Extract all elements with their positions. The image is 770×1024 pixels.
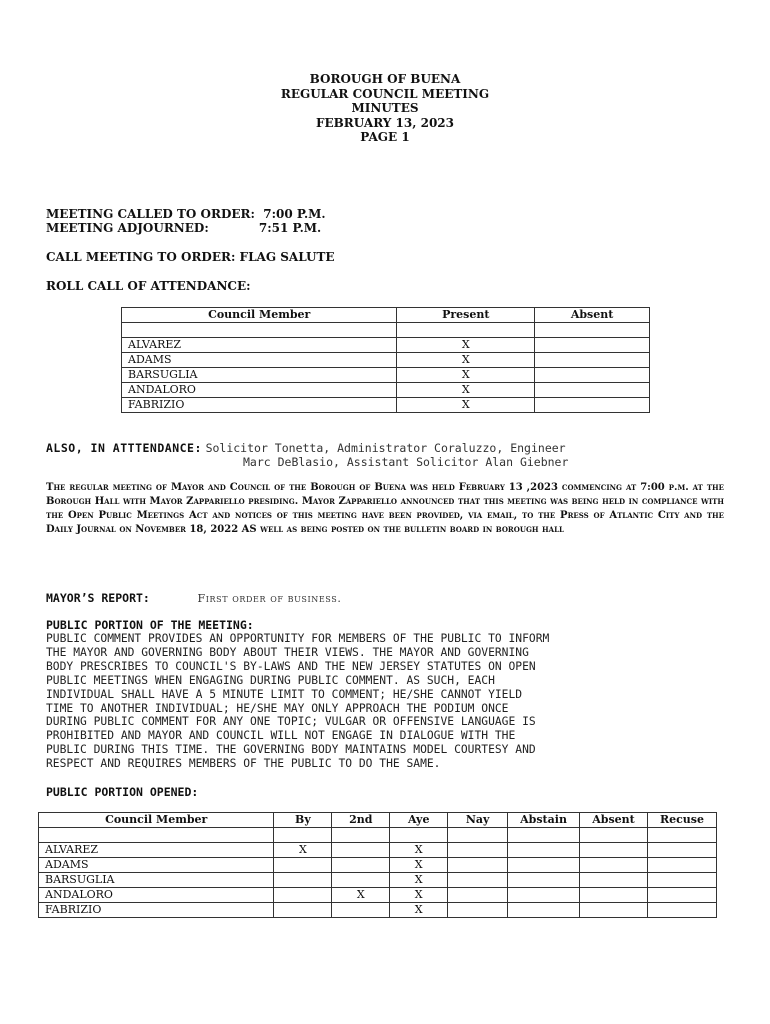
by-mark — [274, 903, 332, 918]
abstain-mark — [508, 843, 580, 858]
absent-mark — [535, 353, 650, 368]
abstain-mark — [508, 903, 580, 918]
table-row — [122, 383, 650, 398]
table-row — [122, 338, 650, 353]
table-row — [122, 368, 650, 383]
aye-mark: X — [390, 903, 448, 918]
second-mark — [332, 873, 390, 888]
table-row — [122, 398, 650, 413]
call-to-order-flag-salute: CALL MEETING TO ORDER: FLAG SALUTE — [46, 250, 335, 264]
table-row — [39, 873, 717, 888]
also-line-2: Marc DeBlasio, Assistant Solicitor Alan Giebner — [243, 455, 569, 469]
nay-mark — [448, 873, 508, 888]
also-in-attendance — [46, 441, 568, 469]
vote-header-abstain: Abstain — [508, 813, 580, 828]
absent-mark — [535, 338, 650, 353]
present-mark: X — [397, 353, 535, 368]
nay-mark — [448, 843, 508, 858]
public-portion-line: RESPECT AND REQUIRES MEMBERS OF THE PUBLIC TO DO THE SAME. — [46, 757, 441, 771]
abstain-mark — [508, 858, 580, 873]
recuse-mark — [647, 843, 716, 858]
absent-mark — [535, 383, 650, 398]
public-portion-opened: PUBLIC PORTION OPENED: — [46, 785, 199, 799]
absent-mark — [580, 873, 648, 888]
table-row — [39, 843, 717, 858]
roll-call-header-row — [122, 308, 650, 323]
abstain-mark — [508, 888, 580, 903]
absent-mark — [580, 903, 648, 918]
recuse-mark — [647, 858, 716, 873]
present-mark: X — [397, 398, 535, 413]
abstain-mark — [508, 873, 580, 888]
header-page: PAGE 1 — [360, 130, 410, 144]
public-portion-line: PUBLIC MEETINGS WHEN ENGAGING DURING PUBLIC COMMENT. AS SUCH, EACH — [46, 673, 495, 687]
mayors-report-value: First order of business. — [197, 592, 342, 605]
meeting-adjourned: MEETING ADJOURNED: 7:51 P.M. — [46, 221, 322, 235]
document-header — [0, 72, 770, 145]
aye-mark: X — [390, 888, 448, 903]
member-name: ANDALORO — [39, 888, 274, 903]
vote-header-aye: Aye — [390, 813, 448, 828]
recuse-mark — [647, 903, 716, 918]
present-mark: X — [397, 383, 535, 398]
second-mark — [332, 858, 390, 873]
mayors-report — [46, 591, 341, 605]
by-mark: X — [274, 843, 332, 858]
meeting-called-to-order: MEETING CALLED TO ORDER: 7:00 P.M. — [46, 207, 326, 221]
public-portion-line: TIME TO ANOTHER INDIVIDUAL; HE/SHE MAY ONLY APPROACH THE PODIUM ONCE — [46, 701, 509, 715]
recuse-mark — [647, 888, 716, 903]
public-portion-title: PUBLIC PORTION OF THE MEETING: — [46, 618, 254, 632]
vote-header-second: 2nd — [332, 813, 390, 828]
roll-header-absent: Absent — [535, 308, 650, 323]
member-name: ADAMS — [122, 353, 397, 368]
also-label: ALSO, IN ATTTENDANCE: — [46, 441, 202, 455]
member-name: ALVAREZ — [122, 338, 397, 353]
table-row — [39, 903, 717, 918]
header-minutes: MINUTES — [351, 101, 419, 115]
vote-header-recuse: Recuse — [647, 813, 716, 828]
vote-header-absent: Absent — [580, 813, 648, 828]
public-portion-line: PUBLIC DURING THIS TIME. THE GOVERNING BODY MAINTAINS MODEL COURTESY AND — [46, 743, 536, 757]
by-mark — [274, 873, 332, 888]
public-portion-body — [46, 632, 736, 771]
public-portion-line: THE MAYOR AND GOVERNING BODY ABOUT THEIR VIEWS. THE MAYOR AND GOVERNING — [46, 645, 529, 659]
roll-call-heading: ROLL CALL OF ATTENDANCE: — [46, 279, 251, 293]
absent-mark — [580, 858, 648, 873]
public-portion-line: INDIVIDUAL SHALL HAVE A 5 MINUTE LIMIT TO COMMENT; HE/SHE CANNOT YIELD — [46, 687, 523, 701]
member-name: FABRIZIO — [39, 903, 274, 918]
aye-mark: X — [390, 843, 448, 858]
aye-mark: X — [390, 873, 448, 888]
member-name: ALVAREZ — [39, 843, 274, 858]
header-meeting-type: REGULAR COUNCIL MEETING — [280, 86, 490, 101]
member-name: FABRIZIO — [122, 398, 397, 413]
member-name: BARSUGLIA — [122, 368, 397, 383]
by-mark — [274, 858, 332, 873]
absent-mark — [535, 368, 650, 383]
member-name: ADAMS — [39, 858, 274, 873]
public-portion-line: PROHIBITED AND MAYOR AND COUNCIL WILL NOT ENGAGE IN DIALOGUE WITH THE — [46, 729, 516, 743]
mayors-report-label: MAYOR’S REPORT: — [46, 591, 150, 605]
second-mark — [332, 903, 390, 918]
aye-mark: X — [390, 858, 448, 873]
public-portion-line: DURING PUBLIC COMMENT FOR ANY ONE TOPIC; VULGAR OR OFFENSIVE LANGUAGE IS — [46, 715, 536, 729]
absent-mark — [580, 843, 648, 858]
present-mark: X — [397, 368, 535, 383]
absent-mark — [580, 888, 648, 903]
second-mark — [332, 843, 390, 858]
nay-mark — [448, 858, 508, 873]
table-row — [39, 858, 717, 873]
roll-call-table — [121, 307, 650, 413]
intro-paragraph: The regular meeting of Mayor and Council of the Borough of Buena was held February 13 ,2023 commencing at 7:00 p.m. at the Borough Hall with Mayor Zappariello presiding. Mayor Zappariello announced that this meeting was being held in compliance with the Open Public Meetings Act and notices of this meeting have been provided, via email, to the Press of Atlantic City and the Daily Journal on November 18, 2022 AS well as being posted on the bulletin board in borough hall — [46, 482, 724, 535]
table-row — [122, 353, 650, 368]
also-line-1: Solicitor Tonetta, Administrator Coraluzzo, Engineer — [205, 441, 566, 455]
roll-call-spacer-row — [122, 323, 650, 338]
nay-mark — [448, 903, 508, 918]
table-row — [39, 888, 717, 903]
vote-table — [38, 812, 717, 918]
present-mark: X — [397, 338, 535, 353]
public-portion-line: BODY PRESCRIBES TO COUNCIL'S BY-LAWS AND THE NEW JERSEY STATUTES ON OPEN — [46, 659, 536, 673]
header-date: FEBRUARY 13, 2023 — [316, 115, 454, 130]
roll-header-member: Council Member — [122, 308, 397, 323]
vote-header-row — [39, 813, 717, 828]
recuse-mark — [647, 873, 716, 888]
header-borough: BOROUGH OF BUENA — [309, 72, 461, 86]
vote-spacer-row — [39, 828, 717, 843]
member-name: BARSUGLIA — [39, 873, 274, 888]
second-mark: X — [332, 888, 390, 903]
member-name: ANDALORO — [122, 383, 397, 398]
public-portion-line: PUBLIC COMMENT PROVIDES AN OPPORTUNITY FOR MEMBERS OF THE PUBLIC TO INFORM — [46, 632, 550, 645]
nay-mark — [448, 888, 508, 903]
vote-header-member: Council Member — [39, 813, 274, 828]
vote-header-by: By — [274, 813, 332, 828]
by-mark — [274, 888, 332, 903]
vote-header-nay: Nay — [448, 813, 508, 828]
absent-mark — [535, 398, 650, 413]
roll-header-present: Present — [397, 308, 535, 323]
